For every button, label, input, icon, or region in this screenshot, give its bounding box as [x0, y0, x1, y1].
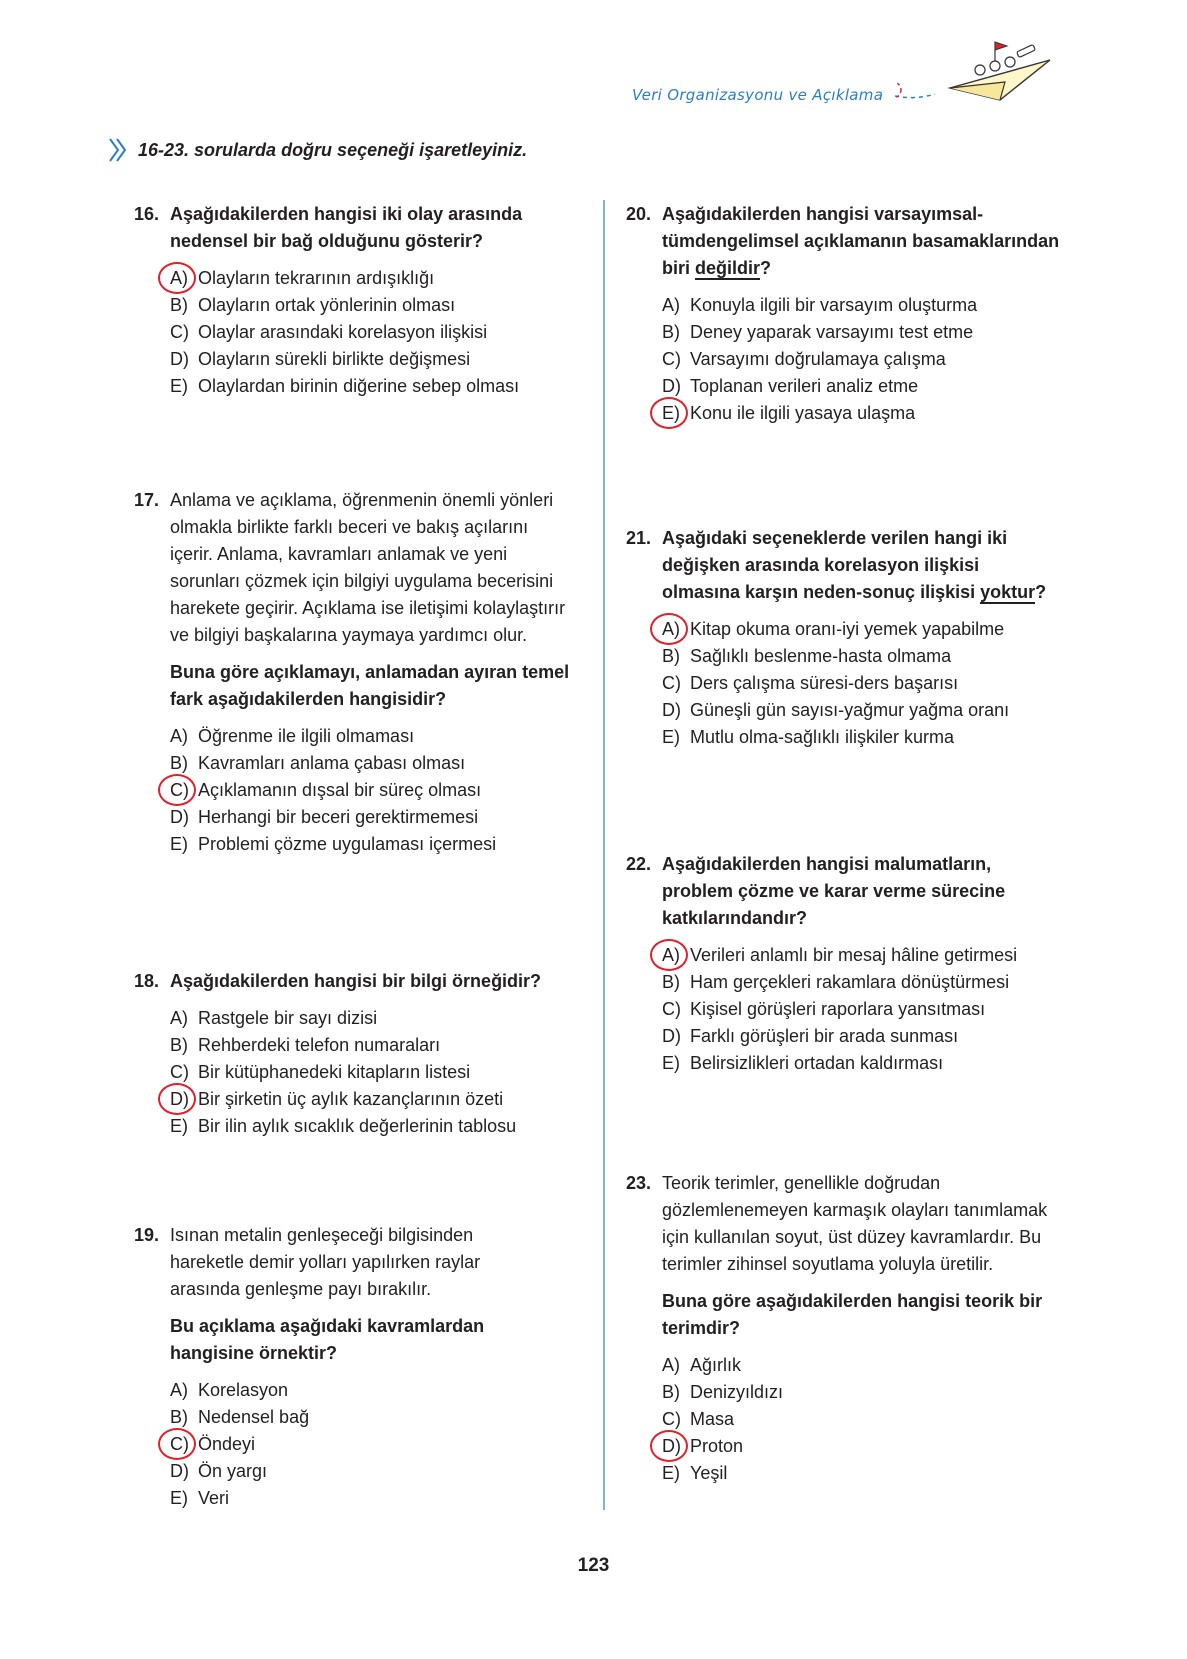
option-list	[662, 292, 1062, 427]
question-number: 17.	[134, 490, 160, 510]
option-b[interactable]: B) Sağlıklı beslenme-hasta olmama	[662, 646, 952, 666]
option-list	[170, 1005, 600, 1140]
option-e[interactable]: E) Veri	[170, 1488, 230, 1508]
option-d[interactable]: D) Herhangi bir beceri gerektirmemesi	[170, 807, 479, 827]
question-23	[626, 1170, 1062, 1487]
question-20	[626, 201, 1062, 427]
option-a[interactable]: A) Konuyla ilgili bir varsayım oluşturma	[662, 295, 978, 315]
option-a[interactable]: A) Ağırlık	[662, 1355, 742, 1375]
option-d[interactable]: D) Bir şirketin üç aylık kazançlarının özeti	[170, 1086, 600, 1113]
option-list	[662, 616, 1062, 751]
answer-circle	[650, 397, 688, 429]
option-e[interactable]: E) Problemi çözme uygulaması içermesi	[170, 834, 497, 854]
question-21	[626, 525, 1062, 751]
answer-circle	[158, 1083, 196, 1115]
option-e[interactable]: E) Yeşil	[662, 1463, 728, 1483]
option-e[interactable]: E) Belirsizlikleri ortadan kaldırması	[662, 1053, 944, 1073]
question-stem: Aşağıdaki seçeneklerde verilen hangi iki değişken arasında korelasyon ilişkisi olmasına karşın neden-sonuç ilişkisi yoktur?	[662, 528, 1047, 602]
option-b[interactable]: B) Kavramları anlama çabası olması	[170, 753, 466, 773]
option-e[interactable]: E) Konu ile ilgili yasaya ulaşma	[662, 400, 1062, 427]
instruction	[108, 137, 527, 163]
question-number: 20.	[626, 204, 652, 224]
question-18	[134, 968, 600, 1140]
option-list	[170, 265, 600, 400]
option-e[interactable]: E) Bir ilin aylık sıcaklık değerlerinin tablosu	[170, 1116, 517, 1136]
option-b[interactable]: B) Nedensel bağ	[170, 1407, 310, 1427]
question-stem: Aşağıdakilerden hangisi malumatların, problem çözme ve karar verme sürecine katkılarındandır?	[662, 854, 1006, 928]
question-stem: Buna göre açıklamayı, anlamadan ayıran temel fark aşağıdakilerden hangisidir?	[170, 662, 570, 709]
question-stem: Aşağıdakilerden hangisi varsayımsal-tümdengelimsel açıklamanın basamaklarından biri değildir?	[662, 204, 1060, 278]
option-c[interactable]: C) Ders çalışma süresi-ders başarısı	[662, 673, 959, 693]
answer-circle	[650, 613, 688, 645]
question-number: 23.	[626, 1173, 652, 1193]
option-c[interactable]: C) Açıklamanın dışsal bir süreç olması	[170, 777, 570, 804]
question-number: 21.	[626, 528, 652, 548]
question-17	[134, 487, 570, 858]
option-a[interactable]: A) Verileri anlamlı bir mesaj hâline getirmesi	[662, 942, 1062, 969]
paper-plane-illustration-icon	[895, 30, 1055, 110]
option-e[interactable]: E) Olaylardan birinin diğerine sebep olması	[170, 376, 520, 396]
option-b[interactable]: B) Ham gerçekleri rakamlara dönüştürmesi	[662, 972, 1010, 992]
question-number: 19.	[134, 1225, 160, 1245]
option-a[interactable]: A) Rastgele bir sayı dizisi	[170, 1008, 378, 1028]
option-a[interactable]: A) Öğrenme ile ilgili olmaması	[170, 726, 415, 746]
option-e[interactable]: E) Mutlu olma-sağlıklı ilişkiler kurma	[662, 727, 955, 747]
header-title: Veri Organizasyonu ve Açıklama	[632, 86, 884, 104]
option-b[interactable]: B) Rehberdeki telefon numaraları	[170, 1035, 441, 1055]
answer-circle	[158, 1428, 196, 1460]
option-d[interactable]: D) Olayların sürekli birlikte değişmesi	[170, 349, 471, 369]
question-stem: Bu açıklama aşağıdaki kavramlardan hangisine örnektir?	[170, 1316, 485, 1363]
option-b[interactable]: B) Olayların ortak yönlerinin olması	[170, 295, 456, 315]
page-header	[0, 0, 1187, 130]
double-chevron-right-icon	[108, 137, 128, 163]
question-number: 18.	[134, 971, 160, 991]
answer-circle	[650, 939, 688, 971]
option-c[interactable]: C) Varsayımı doğrulamaya çalışma	[662, 349, 946, 369]
column-divider	[603, 200, 605, 1510]
answer-circle	[650, 1430, 688, 1462]
question-16	[134, 201, 600, 400]
question-stem: Aşağıdakilerden hangisi iki olay arasında nedensel bir bağ olduğunu gösterir?	[170, 204, 523, 251]
option-c[interactable]: C) Öndeyi	[170, 1431, 550, 1458]
option-d[interactable]: D) Proton	[662, 1433, 1062, 1460]
option-list	[170, 1377, 550, 1512]
option-c[interactable]: C) Olaylar arasındaki korelasyon ilişkisi	[170, 322, 488, 342]
option-d[interactable]: D) Farklı görüşleri bir arada sunması	[662, 1026, 959, 1046]
option-c[interactable]: C) Bir kütüphanedeki kitapların listesi	[170, 1062, 471, 1082]
option-list	[170, 723, 570, 858]
option-d[interactable]: D) Güneşli gün sayısı-yağmur yağma oranı	[662, 700, 1010, 720]
question-paragraph: Isınan metalin genleşeceği bilgisinden hareketle demir yolları yapılırken raylar arasında genleşme payı bırakılır.	[170, 1225, 481, 1299]
option-d[interactable]: D) Toplanan verileri analiz etme	[662, 376, 919, 396]
option-b[interactable]: B) Deney yaparak varsayımı test etme	[662, 322, 974, 342]
question-paragraph: Anlama ve açıklama, öğrenmenin önemli yönleri olmakla birlikte farklı beceri ve bakış açılarını içerir. Anlama, kavramları anlamak ve yeni sorunları çözmek için bilgiyi uygulama becerisini harekete geçirir. Açıklama ise iletişimi kolaylaştırır ve bilgiyi başkalarına yaymaya yardımcı olur.	[170, 490, 566, 645]
option-b[interactable]: B) Denizyıldızı	[662, 1382, 784, 1402]
option-a[interactable]: A) Korelasyon	[170, 1380, 289, 1400]
option-d[interactable]: D) Ön yargı	[170, 1461, 268, 1481]
answer-circle	[158, 774, 196, 806]
underlined-word: yoktur	[980, 582, 1036, 602]
question-19	[134, 1222, 550, 1512]
page-number: 123	[577, 1555, 610, 1576]
question-number: 22.	[626, 854, 652, 874]
underlined-word: değildir	[695, 258, 761, 278]
option-a[interactable]: A) Olayların tekrarının ardışıklığı	[170, 265, 600, 292]
question-stem: Buna göre aşağıdakilerden hangisi teorik bir terimdir?	[662, 1291, 1043, 1338]
question-number: 16.	[134, 204, 160, 224]
option-c[interactable]: C) Kişisel görüşleri raporlara yansıtması	[662, 999, 986, 1019]
question-paragraph: Teorik terimler, genellikle doğrudan gözlemlenemeyen karmaşık olayları tanımlamak için kullanılan soyut, üst düzey kavramlardır. Bu terimler zihinsel soyutlama yoluyla üretilir.	[662, 1173, 1048, 1274]
option-a[interactable]: A) Kitap okuma oranı-iyi yemek yapabilme	[662, 616, 1062, 643]
option-list	[662, 942, 1062, 1077]
answer-circle	[158, 262, 196, 294]
option-list	[662, 1352, 1062, 1487]
instruction-text: 16-23. sorularda doğru seçeneği işaretleyiniz.	[138, 139, 528, 160]
question-stem: Aşağıdakilerden hangisi bir bilgi örneğidir?	[170, 971, 542, 991]
option-c[interactable]: C) Masa	[662, 1409, 735, 1429]
question-22	[626, 851, 1062, 1077]
